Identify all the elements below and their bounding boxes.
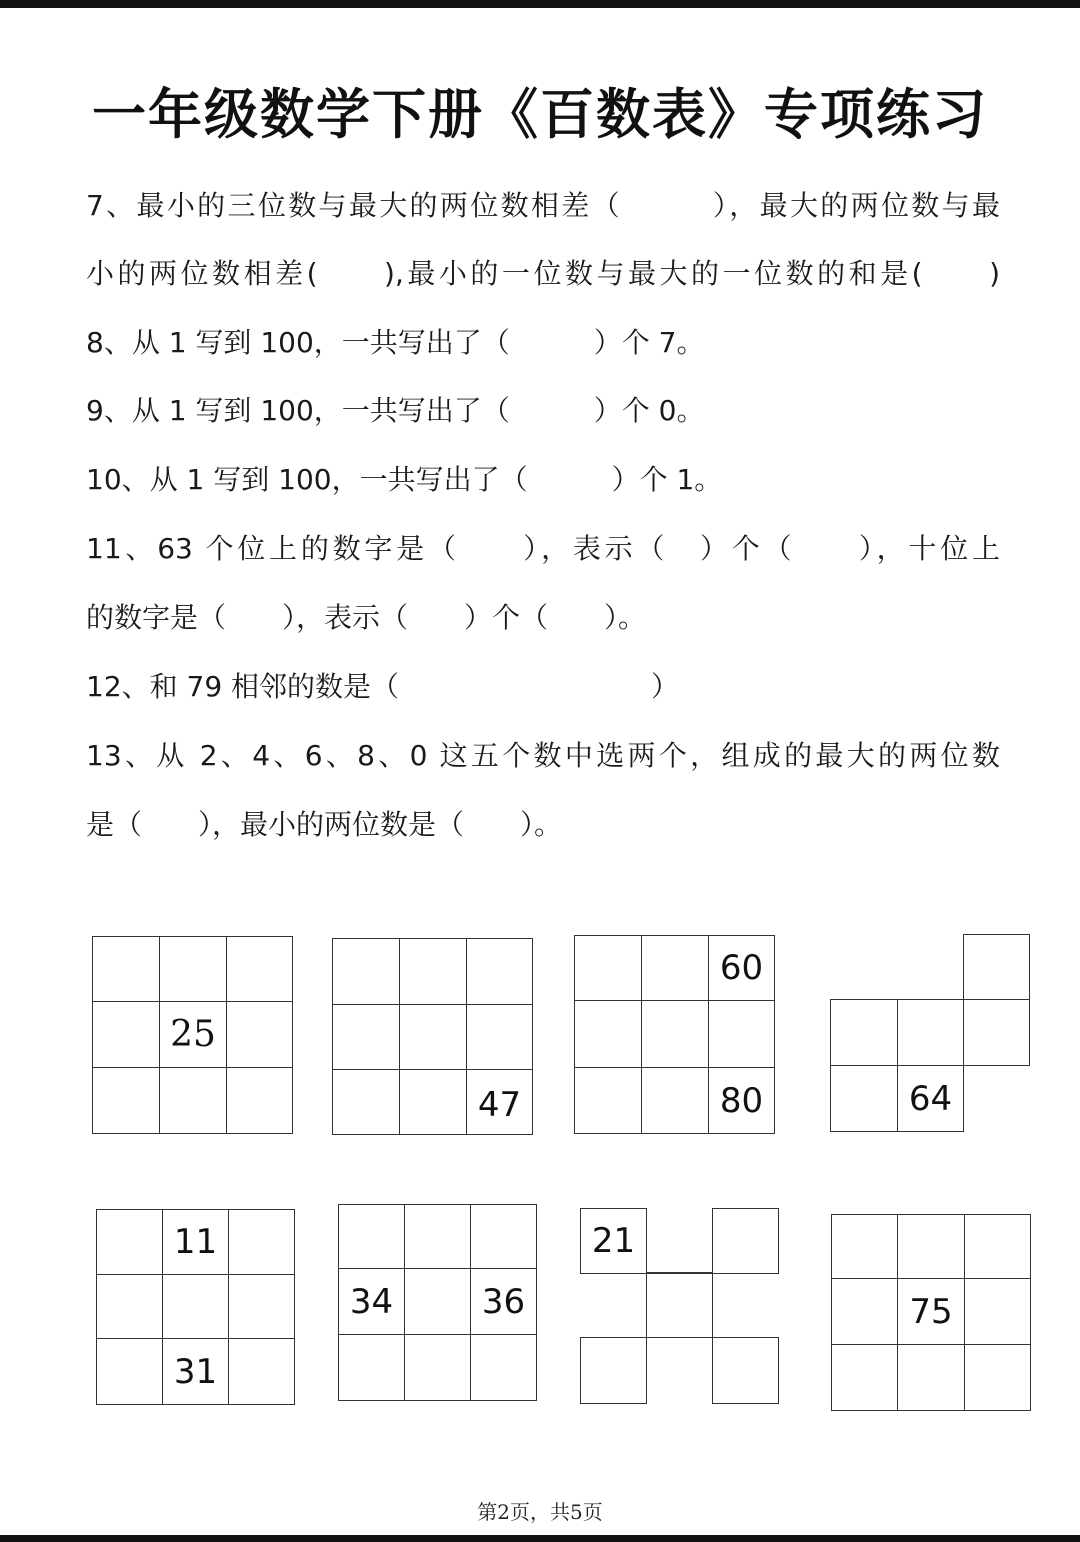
grid-cell xyxy=(897,999,964,1066)
grid-cell xyxy=(332,1069,400,1135)
grid-cell xyxy=(92,1067,160,1134)
grid-cell xyxy=(831,1344,898,1411)
question-7-line-2: 小的两位数相差( ),最小的一位数与最大的一位数的和是( ) xyxy=(86,257,1000,290)
grid-cell xyxy=(332,1004,400,1070)
grid-cell xyxy=(338,1204,405,1269)
grid-cell-value: 36 xyxy=(470,1268,537,1335)
grid-cell xyxy=(830,999,898,1066)
grid-cell xyxy=(470,1204,537,1269)
grid-cell xyxy=(964,1214,1031,1279)
grid-cell xyxy=(228,1274,295,1339)
grid-cell xyxy=(963,934,1030,1000)
grid-cell xyxy=(964,1278,1031,1345)
bottom-border xyxy=(0,1535,1080,1542)
grid-cell xyxy=(574,1000,642,1068)
grid-cell xyxy=(641,1000,709,1068)
grid-21-top-line xyxy=(646,1272,713,1274)
question-11-line-1: 11、63 个位上的数字是（ ），表示（ ）个（ ），十位上 xyxy=(86,532,1000,565)
page-footer: 第2页，共5页 xyxy=(477,1500,603,1524)
grid-cell xyxy=(404,1334,471,1401)
grid-cell xyxy=(162,1274,229,1339)
grid-cell xyxy=(964,1344,1031,1411)
grid-cell xyxy=(159,1067,227,1134)
grid-cell xyxy=(399,938,467,1005)
grid-cell xyxy=(963,999,1030,1066)
grid-cell xyxy=(226,936,293,1002)
question-9: 9、从 1 写到 100，一共写出了（ ）个 0。 xyxy=(86,394,705,427)
grid-cell-value: 60 xyxy=(708,935,775,1001)
question-10: 10、从 1 写到 100，一共写出了（ ）个 1。 xyxy=(86,463,723,496)
grid-cell xyxy=(641,1067,709,1134)
grid-cell-value: 21 xyxy=(580,1208,647,1274)
grid-cell xyxy=(96,1209,163,1275)
grid-cell xyxy=(228,1209,295,1275)
grid-cell xyxy=(96,1274,163,1339)
grid-cell xyxy=(332,938,400,1005)
grid-cell xyxy=(92,936,160,1002)
grid-cell xyxy=(708,1000,775,1068)
grid-cell xyxy=(466,1004,533,1070)
grid-cell xyxy=(470,1334,537,1401)
question-7-line-1: 7、最小的三位数与最大的两位数相差（ ），最大的两位数与最 xyxy=(86,189,1000,222)
question-11-line-2: 的数字是（ ），表示（ ）个（ ）。 xyxy=(86,601,647,634)
grid-cell-value: 31 xyxy=(162,1338,229,1405)
grid-cell xyxy=(641,935,709,1001)
page-title: 一年级数学下册《百数表》专项练习 xyxy=(92,83,988,146)
question-13-line-2: 是（ ），最小的两位数是（ ）。 xyxy=(86,808,563,841)
grid-cell xyxy=(897,1214,965,1279)
question-12: 12、和 79 相邻的数是（ ） xyxy=(86,670,680,703)
grid-cell-value: 11 xyxy=(162,1209,229,1275)
grid-cell-value: 25 xyxy=(159,1001,227,1068)
grid-cell xyxy=(338,1334,405,1401)
grid-cell xyxy=(226,1067,293,1134)
grid-cell xyxy=(580,1337,647,1404)
grid-cell-value: 80 xyxy=(708,1067,775,1134)
grid-cell xyxy=(646,1273,713,1338)
grid-cell-value: 75 xyxy=(897,1278,965,1345)
grid-cell xyxy=(712,1337,779,1404)
grid-cell xyxy=(404,1204,471,1269)
grid-cell xyxy=(228,1338,295,1405)
grid-cell xyxy=(159,936,227,1002)
grid-cell xyxy=(404,1268,471,1335)
grid-cell xyxy=(466,938,533,1005)
grid-cell-value: 34 xyxy=(338,1268,405,1335)
grid-cell xyxy=(399,1069,467,1135)
grid-cell xyxy=(712,1208,779,1274)
grid-cell xyxy=(831,1278,898,1345)
question-8: 8、从 1 写到 100，一共写出了（ ）个 7。 xyxy=(86,326,705,359)
top-border xyxy=(0,0,1080,8)
grid-cell xyxy=(96,1338,163,1405)
grid-cell xyxy=(92,1001,160,1068)
grid-cell-value: 47 xyxy=(466,1069,533,1135)
grid-cell xyxy=(399,1004,467,1070)
grid-cell xyxy=(226,1001,293,1068)
grid-gap xyxy=(646,1208,713,1274)
grid-cell xyxy=(897,1344,965,1411)
question-13-line-1: 13、从 2、4、6、8、0 这五个数中选两个，组成的最大的两位数 xyxy=(86,739,1000,772)
grid-cell xyxy=(830,1065,898,1132)
grid-cell xyxy=(574,935,642,1001)
grid-cell xyxy=(831,1214,898,1279)
grid-cell-value: 64 xyxy=(897,1065,964,1132)
grid-cell xyxy=(574,1067,642,1134)
